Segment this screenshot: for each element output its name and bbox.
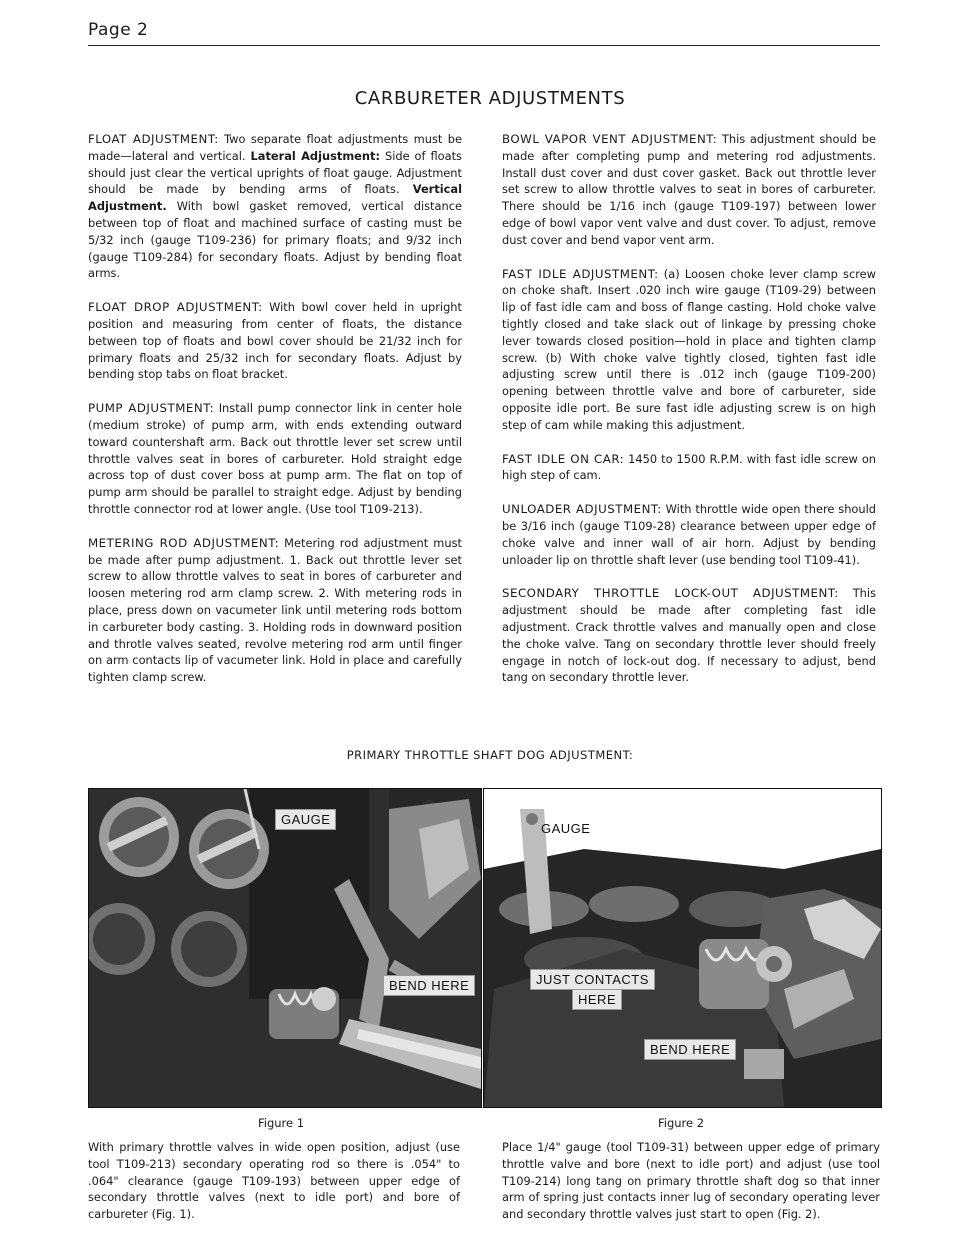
figure-1-label: Figure 1 xyxy=(258,1116,305,1130)
figure-2-photo xyxy=(483,788,882,1108)
subheading: Vertical Adjustment. xyxy=(88,182,462,214)
figure-2-bend-here-callout: BEND HERE xyxy=(644,1039,736,1060)
section-heading: UNLOADER ADJUSTMENT: xyxy=(502,502,662,517)
body-text: With bowl gasket removed, vertical distance between top of float and machined surface of casting must be 5/32 inch (gauge T109-236) for primary floats; and 9/32 inch (gauge T109-284) for secondary floats. Adjust by bending float arms. xyxy=(88,199,462,281)
body-text: With bowl cover held in upright position and measuring from center of floats, the distance between top of floats and bowl cover should be 21/32 inch for primary floats and 25/32 inch for secondary floats. Adjust by bending stop tabs on float bracket. xyxy=(88,300,462,382)
section-heading: BOWL VAPOR VENT ADJUSTMENT: xyxy=(502,132,718,146)
paragraph xyxy=(502,131,876,249)
left-text-column xyxy=(88,131,462,703)
paragraph xyxy=(502,451,876,485)
body-text: Install pump connector link in center hole (medium stroke) of pump arm, with ends extending outward toward countershaft arm. Back out throttle lever set screw until throttle valves seat in bores of carbureter. Hold straight edge across top of dust cover boss at pump arm. The flat on top of pump arm should be parallel to straight edge. Adjust by bending throttle connector rod at lower angle. (Use tool T109-213). xyxy=(88,401,463,516)
paragraph xyxy=(88,131,462,282)
section-heading: METERING ROD ADJUSTMENT: xyxy=(88,535,280,550)
subheading: Lateral Adjustment: xyxy=(250,148,381,163)
body-text: Side of floats should just clear the vertical uprights of float gauge. Adjustment should be made by bending arms of floats. xyxy=(88,148,462,197)
body-text: This adjustment should be made after completing fast idle adjustment. Crack throttle valves and manually open and close the choke valve. Tang on secondary throttle lever should freely engage in notch of lock-out dog. If necessary to adjust, bend tang on secondary throttle lever. xyxy=(502,586,877,685)
figure-2-label: Figure 2 xyxy=(658,1116,705,1130)
section-heading: FAST IDLE ADJUSTMENT: xyxy=(502,266,659,281)
figure-1-bend-here-callout: BEND HERE xyxy=(383,975,475,996)
section-heading: PUMP ADJUSTMENT: xyxy=(88,401,215,416)
body-text: 1450 to 1500 R.P.M. with fast idle screw on high step of cam. xyxy=(502,451,877,483)
section-heading: FAST IDLE ON CAR: xyxy=(502,451,625,466)
body-text: Metering rod adjustment must be made after pump adjustment. 1. Back out throttle lever set screw to allow throttle valves to seat in bores of carbureter and loosen metering rod arm clamp screw. 2. With metering rods in place, press down on vacumeter link until metering rods bottom in carbureter body casting. 3. Holding rods in downward position and throtle valves seated, revolve metering rod arm until finger on arm contacts lip of vacumeter link. Hold in place and carefully tighten clamp screw. xyxy=(88,535,462,685)
body-text: (a) Loosen choke lever clamp screw on choke shaft. Insert .020 inch wire gauge (T109-29) between lip of fast idle cam and boss of flange casting. Hold choke valve tightly closed and take slack out of linkage by pressing choke lever towards closed position—hold in place and tighten clamp screw. (b) With choke valve tightly closed, tighten fast idle adjusting screw until there is .012 inch (gauge T109-200) opening between throttle valve and bore of carbureter, side opposite idle port. Be sure fast idle adjusting screw is on high step of cam while making this adjustment. xyxy=(502,266,877,432)
right-text-column xyxy=(502,131,876,703)
section-heading: FLOAT DROP ADJUSTMENT: xyxy=(88,300,263,315)
paragraph xyxy=(88,299,462,383)
header-rule xyxy=(88,45,880,46)
paragraph xyxy=(502,585,876,686)
page-number: Page 2 xyxy=(88,20,149,40)
figure-2-just-contacts-callout: JUST CONTACTS xyxy=(530,969,655,990)
body-text: This adjustment should be made after completing pump and metering rod adjustments. Install dust cover and dust cover gasket. Back out throttle lever set screw to allow throttle valves to seat in bores of carbureter. There should be 1/16 inch (gauge T109-197) between lower edge of bowl vapor vent valve and dust cover. To adjust, remove dust cover and bend vapor vent arm. xyxy=(502,132,876,247)
figures-heading: PRIMARY THROTTLE SHAFT DOG ADJUSTMENT: xyxy=(346,748,634,762)
figure-1-photo xyxy=(88,788,482,1108)
figure-2-here-callout: HERE xyxy=(572,989,622,1010)
paragraph xyxy=(88,400,462,518)
paragraph xyxy=(502,266,876,434)
paragraph xyxy=(502,501,876,568)
body-text: Two separate float adjustments must be made—lateral and vertical. xyxy=(88,132,462,163)
figure-1-gauge-callout: GAUGE xyxy=(275,809,336,830)
figure-2-gauge-callout: GAUGE xyxy=(541,821,591,836)
figure-2-caption: Place 1/4" gauge (tool T109-31) between upper edge of primary throttle valve and bore (next to idle port) and adjust (use tool T109-214) long tang on primary throttle shaft dog so that inner arm of spring just contacts inner lug of secondary operating lever and secondary throttle valves just start to open (Fig. 2). xyxy=(502,1140,880,1222)
paragraph xyxy=(88,535,462,686)
figure-1-caption: With primary throttle valves in wide open position, adjust (use tool T109-213) secondary operating rod so there is .054" to .064" clearance (gauge T109-193) between upper edge of secondary throttle valves (next to idle port) and bore of carbureter (Fig. 1). xyxy=(88,1140,460,1222)
body-text: With throttle wide open there should be 3/16 inch (gauge T109-28) clearance between upper edge of choke valve and inner wall of air horn. Adjust by bending unloader lip on throttle shaft lever (use bending tool T109-41). xyxy=(502,502,877,567)
section-heading: SECONDARY THROTTLE LOCK-OUT ADJUSTMENT: xyxy=(502,586,839,601)
section-heading: FLOAT ADJUSTMENT: xyxy=(88,132,219,146)
page-title: CARBURETER ADJUSTMENTS xyxy=(354,88,626,109)
